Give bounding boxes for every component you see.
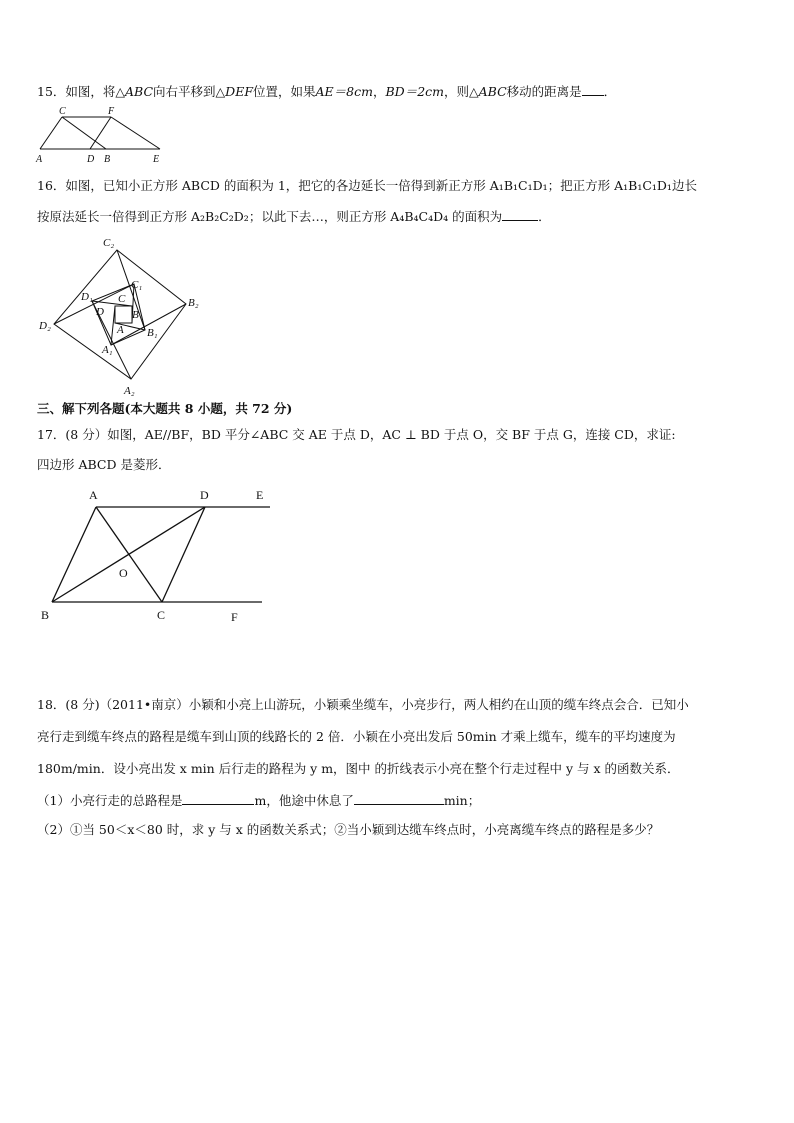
q17-label-c: C: [157, 608, 166, 622]
q17-label-a: A: [89, 488, 98, 502]
q18-total-distance-blank[interactable]: [182, 792, 254, 805]
q15-label-f: F: [108, 106, 115, 117]
q16-period: ．: [538, 209, 551, 224]
q16-line-1: 16．如图，已知小正方形 ABCD 的面积为 1，把它的各边延长一倍得到新正方形 A₁B₁C₁D₁；把正方形 A₁B₁C₁D₁边长: [37, 178, 697, 193]
q15-ae: AE＝8cm: [315, 84, 373, 99]
q16-answer-blank[interactable]: [502, 208, 538, 221]
q17-line-2: 四边形 ABCD 是菱形．: [37, 457, 171, 472]
q15-number: 15．: [37, 84, 66, 99]
q17-label-d: D: [200, 488, 209, 502]
q15-abc: ABC: [125, 84, 154, 99]
q16-label-d2: D₂: [39, 320, 51, 332]
q15-abc-2: ABC: [478, 84, 507, 99]
q15-text-a: 如图，将△: [65, 84, 126, 99]
q16-label-a: A: [117, 324, 124, 336]
q16-label-d: D: [96, 306, 104, 318]
q18-rest-time-blank[interactable]: [354, 792, 444, 805]
q15-label-a: A: [36, 154, 43, 165]
q16-label-b: B: [132, 309, 139, 321]
q16-label-c: C: [118, 293, 126, 305]
q16-label-c2: C₂: [103, 237, 115, 249]
q16-label-b1: B₁: [147, 327, 158, 339]
q16-line-2-text: 按原法延长一倍得到正方形 A₂B₂C₂D₂；以此下去…，则正方形 A₄B₄C₄D₄ 的面积为: [37, 209, 503, 224]
q15-text-e: 移动的距离是: [506, 84, 582, 99]
q18-line-2: 亮行走到缆车终点的路程是缆车到山顶的线路长的 2 倍．小颖在小亮出发后 50min 才乘上缆车，缆车的平均速度为: [37, 729, 676, 744]
q15-label-e: E: [153, 154, 160, 165]
q18-line-3: 180m/min．设小亮出发 x min 后行走的路程为 y m，图中 的折线表示小亮在整个行走过程中 y 与 x 的函数关系．: [37, 761, 680, 776]
section-heading: 三、解下列各题(本大题共 8 小题，共 72 分): [37, 401, 293, 416]
q17-line-1: 17．(8 分）如图，AE//BF，BD 平分∠ABC 交 AE 于点 D，AC ⊥ BD 于点 O，交 BF 于点 G，连接 CD，求证:: [37, 427, 676, 442]
q15-bd: BD＝2cm: [385, 84, 445, 99]
q15-answer-blank[interactable]: [582, 83, 604, 96]
q15-period: ．: [603, 84, 617, 99]
q18-sub-2: （2）①当 50＜x＜80 时，求 y 与 x 的函数关系式；②当小颖到达缆车终点时，小亮离缆车终点的路程是多少？: [37, 822, 660, 837]
q15-text-b: 向右平移到△: [153, 84, 226, 99]
q17-label-e: E: [256, 488, 264, 502]
q15-label-d: D: [87, 154, 95, 165]
q16-label-d1: D₁: [81, 291, 93, 303]
q16-line-2: [37, 208, 551, 225]
q15-text-d: ，则△: [444, 84, 479, 99]
q18-sub-1-text-c: min；: [443, 793, 481, 808]
q15-text: [37, 83, 616, 100]
q17-label-b: B: [41, 608, 50, 622]
q18-sub-1-text-a: （1）小亮行走的总路程是: [37, 793, 183, 808]
q16-label-b2: B₂: [188, 297, 199, 309]
q15-def: DEF: [225, 84, 253, 99]
q17-label-o: O: [119, 566, 128, 580]
q15-text-c: 位置，如果: [253, 84, 316, 99]
q16-label-a1: A₁: [102, 344, 113, 356]
q16-label-a2: A₂: [124, 385, 135, 397]
q16-label-c1: C₁: [131, 279, 143, 291]
q15-label-b: B: [104, 154, 111, 165]
q15-comma: ，: [372, 84, 386, 99]
q18-sub-1-text-b: m，他途中休息了: [254, 793, 354, 808]
q18-line-1: 18．(8 分)（2011•南京）小颖和小亮上山游玩，小颖乘坐缆车，小亮步行，两人相约在山顶的缆车终点会合．已知小: [37, 697, 689, 712]
q17-figure: [30, 482, 290, 630]
q17-label-f: F: [231, 610, 238, 624]
q15-label-c: C: [59, 106, 66, 117]
q18-sub-1: [37, 792, 480, 809]
q15-figure: [30, 102, 170, 166]
q16-figure: [34, 232, 214, 400]
